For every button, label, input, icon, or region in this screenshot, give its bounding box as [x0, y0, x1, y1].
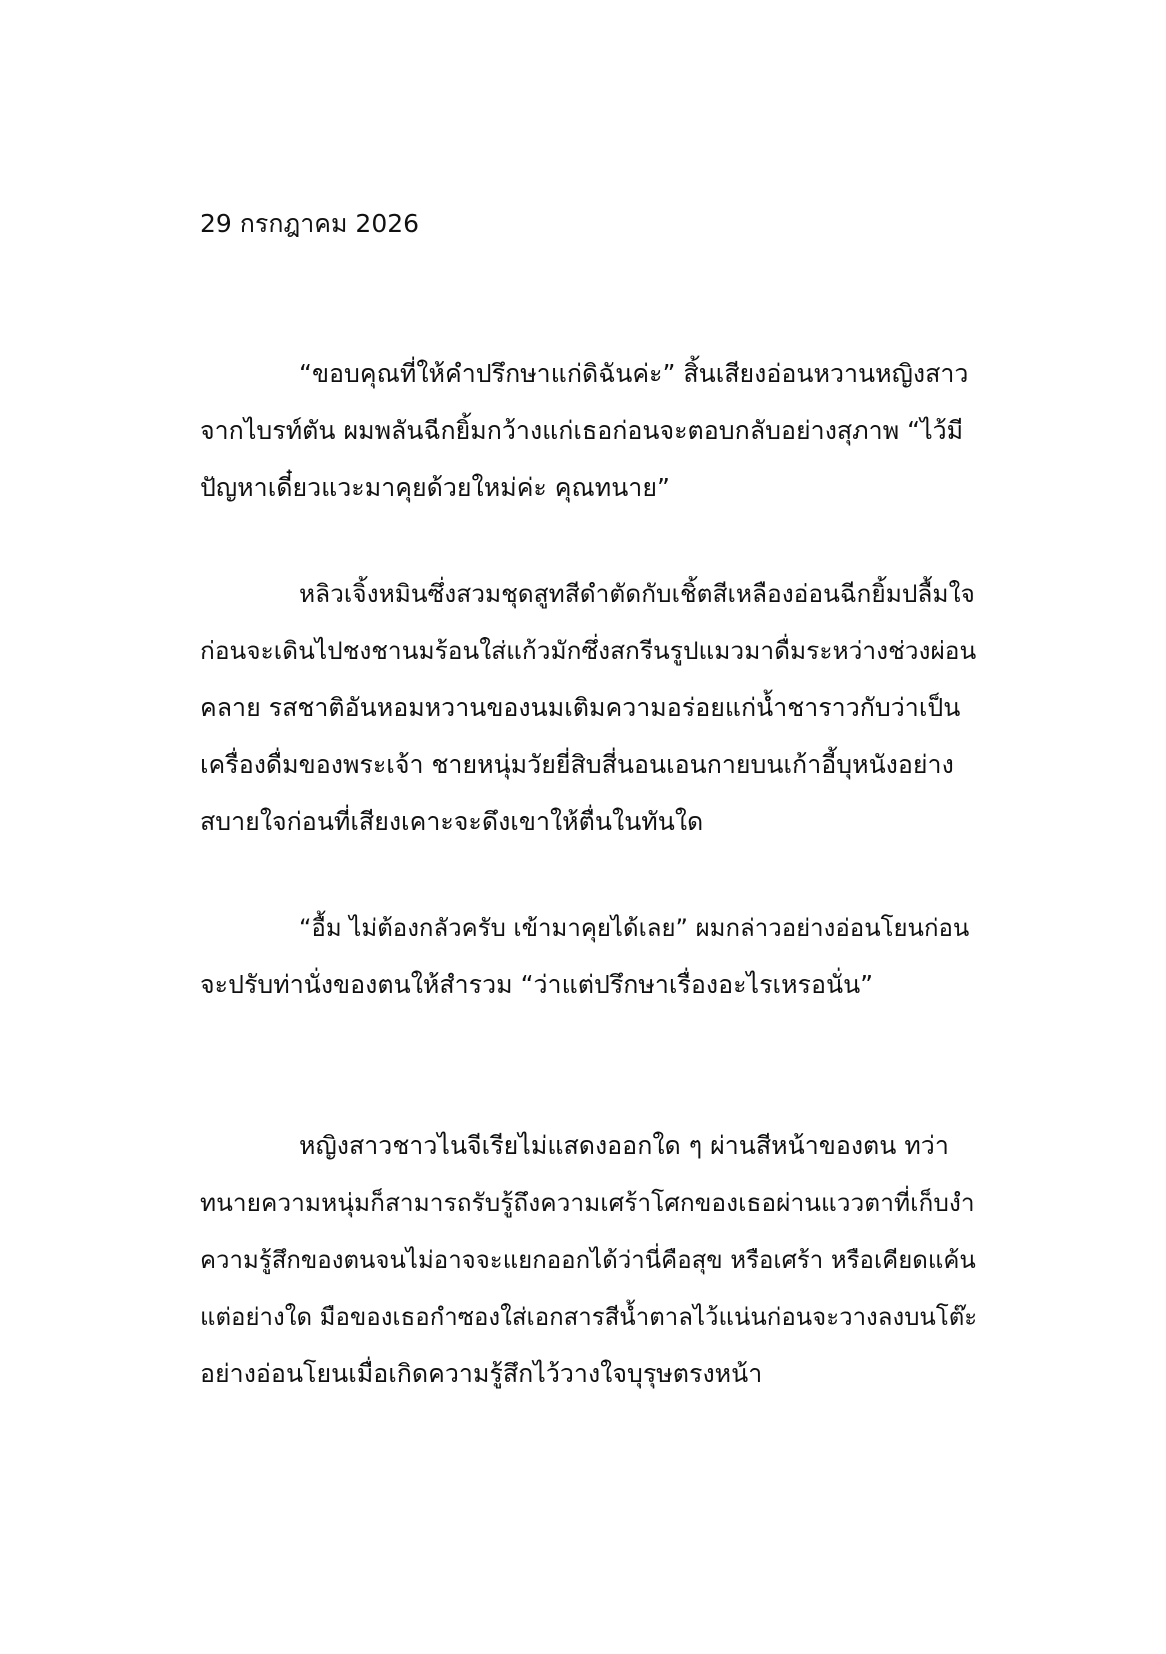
- paragraph-line: อย่างอ่อนโยนเมื่อเกิดความรู้สึกไว้วางใจบุรุษตรงหน้า: [200, 1359, 763, 1388]
- paragraph-line: แต่อย่างใด มือของเธอกำซองใส่เอกสารสีน้ำตาลไว้แน่นก่อนจะวางลงบนโต๊ะ: [200, 1303, 978, 1331]
- paragraph-line: ก่อนจะเดินไปชงชานมร้อนใส่แก้วมักซึ่งสกรีนรูปแมวมาดื่มระหว่างช่วงผ่อน: [200, 636, 977, 665]
- letter-date: 29 กรกฎาคม 2026: [200, 209, 420, 238]
- paragraph-line: จากไบรท์ตัน ผมพลันฉีกยิ้มกว้างแก่เธอก่อนจะตอบกลับอย่างสุภาพ “ไว้มี: [200, 416, 964, 445]
- paragraph-line: สบายใจก่อนที่เสียงเคาะจะดึงเขาให้ตื่นในทันใด: [200, 807, 704, 836]
- paragraph-line: หลิวเจิ้งหมินซึ่งสวมชุดสูทสีดำตัดกับเชิ้ตสีเหลืองอ่อนฉีกยิ้มปลื้มใจ: [299, 579, 975, 608]
- paragraph-line: ความรู้สึกของตนจนไม่อาจจะแยกออกได้ว่านี่คือสุข หรือเศร้า หรือเคียดแค้น: [200, 1246, 976, 1274]
- paragraph: [200, 356, 980, 506]
- paragraph-line: ปัญหาเดี๋ยวแวะมาคุยด้วยใหม่ค่ะ คุณทนาย”: [200, 473, 670, 502]
- paragraph-line: หญิงสาวชาวไนจีเรียไม่แสดงออกใด ๆ ผ่านสีหน้าของตน ทว่า: [299, 1131, 949, 1160]
- paragraph-line: จะปรับท่านั่งของตนให้สำรวม “ว่าแต่ปรึกษาเรื่องอะไรเหรอนั่น”: [200, 970, 874, 999]
- paragraph: [200, 576, 980, 840]
- paragraph-line: “ขอบคุณที่ให้คำปรึกษาแก่ดิฉันค่ะ” สิ้นเสียงอ่อนหวานหญิงสาว: [299, 359, 969, 388]
- paragraph-line: คลาย รสชาติอันหอมหวานของนมเติมความอร่อยแก่น้ำชาราวกับว่าเป็น: [200, 693, 961, 722]
- paragraph-line: เครื่องดื่มของพระเจ้า ชายหนุ่มวัยยี่สิบสี่นอนเอนกายบนเก้าอี้บุหนังอย่าง: [200, 750, 954, 779]
- paragraph: [200, 1128, 980, 1392]
- paragraph-line: ทนายความหนุ่มก็สามารถรับรู้ถึงความเศร้าโศกของเธอผ่านแววตาที่เก็บงำ: [200, 1188, 975, 1217]
- paragraph-line: “อื้ม ไม่ต้องกลัวครับ เข้ามาคุยได้เลย” ผมกล่าวอย่างอ่อนโยนก่อน: [299, 914, 970, 942]
- paragraph: [200, 910, 980, 1003]
